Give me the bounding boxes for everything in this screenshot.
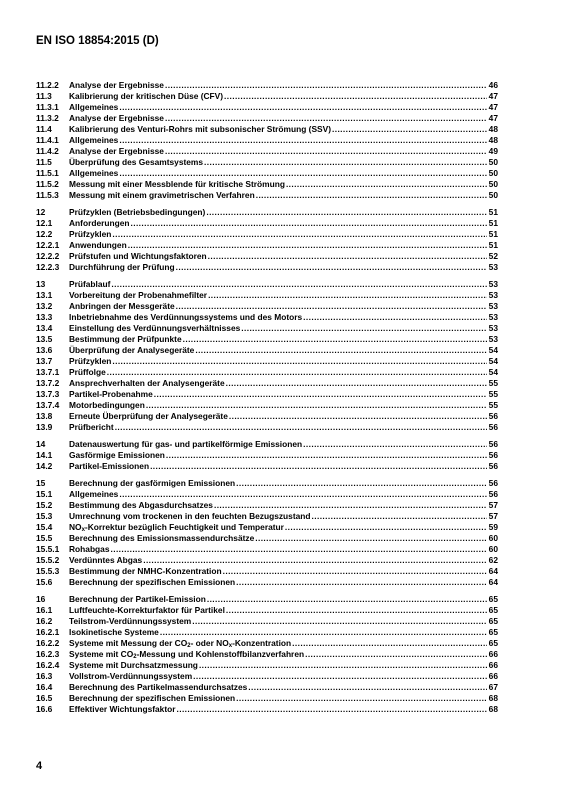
toc-entry[interactable] bbox=[36, 638, 498, 649]
toc-leader-dots bbox=[119, 489, 487, 500]
toc-entry-page: 56 bbox=[488, 411, 498, 421]
toc-entry-number: 16.2.4 bbox=[36, 660, 60, 670]
toc-entry-subscript: 2 bbox=[187, 643, 191, 649]
toc-entry[interactable] bbox=[36, 660, 498, 671]
toc-entry-page: 67 bbox=[488, 682, 498, 692]
toc-leader-dots bbox=[312, 511, 487, 522]
toc-entry[interactable] bbox=[36, 627, 498, 638]
toc-entry[interactable] bbox=[36, 461, 498, 472]
toc-entry-page: 50 bbox=[488, 179, 498, 189]
toc-leader-dots bbox=[332, 124, 487, 135]
toc-entry-number: 13 bbox=[36, 279, 46, 289]
toc-entry-number: 11.4.1 bbox=[36, 135, 59, 145]
toc-leader-dots bbox=[177, 704, 488, 715]
toc-entry[interactable] bbox=[36, 450, 498, 461]
toc-leader-dots bbox=[160, 627, 487, 638]
toc-entry-number: 13.7.3 bbox=[36, 389, 60, 399]
toc-entry-page: 54 bbox=[488, 367, 498, 377]
toc-entry-title: Prüfablauf bbox=[69, 279, 111, 289]
toc-entry[interactable] bbox=[36, 124, 498, 135]
toc-entry-page: 53 bbox=[488, 262, 498, 272]
toc-leader-dots bbox=[165, 113, 487, 124]
toc-entry[interactable] bbox=[36, 489, 498, 500]
toc-entry[interactable] bbox=[36, 411, 498, 422]
toc-entry-page: 53 bbox=[488, 323, 498, 333]
toc-entry[interactable] bbox=[36, 279, 498, 290]
toc-entry-title: Berechnung der spezifischen Emissionen bbox=[69, 693, 236, 703]
toc-entry-title-part: -Korrektur bezüglich Feuchtigkeit und Temperatur bbox=[84, 522, 284, 532]
toc-entry-title-part: Systeme mit CO bbox=[69, 649, 134, 659]
toc-entry-number: 15.2 bbox=[36, 500, 53, 510]
toc-leader-dots bbox=[128, 240, 487, 251]
toc-entry-page: 64 bbox=[488, 577, 498, 587]
toc-leader-dots bbox=[119, 135, 487, 146]
toc-entry-number: 13.1 bbox=[36, 290, 53, 300]
toc-entry-title: Messung mit einer Messblende für kritische Strömung bbox=[69, 179, 285, 189]
toc-entry-page: 50 bbox=[488, 168, 498, 178]
toc-entry-title: Erneute Überprüfung der Analysegeräte bbox=[69, 411, 228, 421]
toc-entry-title: Luftfeuchte-Korrekturfaktor für Partikel bbox=[69, 605, 225, 615]
table-of-contents bbox=[36, 80, 498, 715]
toc-entry-page: 60 bbox=[488, 533, 498, 543]
toc-entry-page: 55 bbox=[488, 378, 498, 388]
toc-entry-title: Analyse der Ergebnisse bbox=[69, 80, 164, 90]
toc-entry-number: 11.3 bbox=[36, 91, 52, 101]
toc-entry[interactable] bbox=[36, 262, 498, 273]
toc-leader-dots bbox=[192, 616, 487, 627]
toc-entry-number: 15.6 bbox=[36, 577, 53, 587]
toc-leader-dots bbox=[111, 544, 488, 555]
toc-entry[interactable] bbox=[36, 207, 498, 218]
toc-entry-number: 16.2.1 bbox=[36, 627, 60, 637]
toc-entry-page: 60 bbox=[488, 544, 498, 554]
toc-entry-number: 11.3.2 bbox=[36, 113, 59, 123]
toc-entry-page: 56 bbox=[488, 450, 498, 460]
toc-entry-number: 15.5.1 bbox=[36, 544, 60, 554]
toc-entry[interactable] bbox=[36, 533, 498, 544]
toc-entry-page: 55 bbox=[488, 389, 498, 399]
toc-entry[interactable] bbox=[36, 312, 498, 323]
toc-entry[interactable] bbox=[36, 323, 498, 334]
toc-entry-page: 56 bbox=[488, 439, 498, 449]
toc-entry-title-part: -Messung und Kohlenstoffbilanzverfahren bbox=[136, 649, 305, 659]
toc-entry-title: Kalibrierung des Venturi-Rohrs mit subsonischer Strömung (SSV) bbox=[69, 124, 331, 134]
toc-entry-title: Messung mit einem gravimetrischen Verfahren bbox=[69, 190, 255, 200]
toc-entry-page: 65 bbox=[488, 627, 498, 637]
toc-entry-number: 16.4 bbox=[36, 682, 53, 692]
toc-entry[interactable] bbox=[36, 334, 498, 345]
toc-entry-page: 54 bbox=[488, 345, 498, 355]
toc-entry-title: Umrechnung vom trockenen in den feuchten Bezugszustand bbox=[69, 511, 311, 521]
toc-entry-number: 11.3.1 bbox=[36, 102, 59, 112]
toc-entry[interactable] bbox=[36, 704, 498, 715]
toc-entry-number: 13.7 bbox=[36, 356, 53, 366]
toc-entry-page: 51 bbox=[488, 229, 498, 239]
toc-entry-page: 53 bbox=[488, 290, 498, 300]
toc-entry-title: Inbetriebnahme des Verdünnungssystems und des Motors bbox=[69, 312, 303, 322]
toc-leader-dots bbox=[303, 439, 487, 450]
toc-entry-page: 46 bbox=[488, 80, 498, 90]
toc-entry[interactable] bbox=[36, 102, 498, 113]
toc-entry-number: 13.4 bbox=[36, 323, 53, 333]
toc-entry-page: 66 bbox=[488, 671, 498, 681]
toc-entry-page: 56 bbox=[488, 461, 498, 471]
toc-leader-dots bbox=[130, 218, 487, 229]
toc-entry-page: 65 bbox=[488, 638, 498, 648]
toc-entry[interactable] bbox=[36, 146, 498, 157]
toc-leader-dots bbox=[195, 345, 487, 356]
toc-entry-page: 64 bbox=[488, 566, 498, 576]
toc-leader-dots bbox=[229, 411, 487, 422]
toc-entry-title: Berechnung des Partikelmassendurchsatzes bbox=[69, 682, 248, 692]
toc-entry-page: 57 bbox=[488, 500, 498, 510]
toc-entry-page: 52 bbox=[488, 251, 498, 261]
toc-entry[interactable] bbox=[36, 555, 498, 566]
toc-entry-title: Anwendungen bbox=[69, 240, 127, 250]
toc-entry-number: 15.4 bbox=[36, 522, 53, 532]
toc-entry-number: 16.3 bbox=[36, 671, 53, 681]
toc-entry-number: 16.2.3 bbox=[36, 649, 60, 659]
toc-entry-number: 16 bbox=[36, 594, 46, 604]
toc-entry-page: 66 bbox=[488, 660, 498, 670]
toc-entry-number: 14.2 bbox=[36, 461, 53, 471]
toc-entry-page: 68 bbox=[488, 693, 498, 703]
toc-entry-page: 53 bbox=[488, 301, 498, 311]
toc-leader-dots bbox=[112, 229, 487, 240]
toc-leader-dots bbox=[115, 422, 487, 433]
toc-entry-title: Allgemeines bbox=[69, 168, 119, 178]
toc-leader-dots bbox=[223, 566, 487, 577]
toc-entry-title: Überprüfung des Gesamtsystems bbox=[69, 157, 204, 167]
toc-entry-title: Analyse der Ergebnisse bbox=[69, 146, 164, 156]
toc-entry[interactable] bbox=[36, 356, 498, 367]
toc-entry[interactable] bbox=[36, 345, 498, 356]
toc-leader-dots bbox=[236, 478, 487, 489]
toc-entry[interactable] bbox=[36, 522, 498, 533]
toc-entry-title-part: Systeme mit Messung der CO bbox=[69, 638, 188, 648]
toc-entry-title: Isokinetische Systeme bbox=[69, 627, 159, 637]
toc-entry[interactable] bbox=[36, 682, 498, 693]
toc-entry-title: Prüfbericht bbox=[69, 422, 114, 432]
toc-entry-page: 59 bbox=[488, 522, 498, 532]
toc-entry-number: 11.5.2 bbox=[36, 179, 59, 189]
toc-entry-title: Anbringen der Messgeräte bbox=[69, 301, 175, 311]
toc-entry-page: 54 bbox=[488, 356, 498, 366]
toc-entry-page: 47 bbox=[488, 91, 498, 101]
toc-entry-title: Berechnung des Emissionsmassendurchsätze bbox=[69, 533, 255, 543]
toc-entry-number: 13.8 bbox=[36, 411, 53, 421]
toc-entry-subscript: x bbox=[81, 527, 85, 533]
toc-entry-page: 50 bbox=[488, 157, 498, 167]
toc-entry[interactable] bbox=[36, 157, 498, 168]
toc-entry[interactable] bbox=[36, 251, 498, 262]
toc-entry-title: Überprüfung der Analysegeräte bbox=[69, 345, 195, 355]
toc-entry[interactable] bbox=[36, 544, 498, 555]
toc-leader-dots bbox=[206, 207, 487, 218]
toc-entry-page: 56 bbox=[488, 478, 498, 488]
toc-leader-dots bbox=[143, 555, 487, 566]
toc-leader-dots bbox=[226, 378, 487, 389]
toc-entry[interactable] bbox=[36, 80, 498, 91]
toc-entry[interactable] bbox=[36, 605, 498, 616]
toc-entry-title: Berechnung der Partikel-Emission bbox=[69, 594, 206, 604]
toc-entry[interactable] bbox=[36, 439, 498, 450]
toc-leader-dots bbox=[112, 356, 487, 367]
toc-entry-page: 48 bbox=[488, 124, 498, 134]
toc-entry-title: Verdünntes Abgas bbox=[69, 555, 143, 565]
toc-entry-title: Datenauswertung für gas- und partikelförmige Emissionen bbox=[69, 439, 303, 449]
toc-leader-dots bbox=[119, 102, 487, 113]
toc-entry[interactable] bbox=[36, 218, 498, 229]
toc-entry-subscript: x bbox=[228, 643, 233, 649]
toc-entry-title: Ansprechverhalten der Analysengeräte bbox=[69, 378, 225, 388]
toc-entry-page: 68 bbox=[488, 704, 498, 714]
toc-entry-number: 12.1 bbox=[36, 218, 53, 228]
toc-leader-dots bbox=[255, 533, 487, 544]
toc-entry-title: Vorbereitung der Probenahmefilter bbox=[69, 290, 208, 300]
toc-leader-dots bbox=[165, 80, 487, 91]
toc-entry-number: 15 bbox=[36, 478, 46, 488]
toc-leader-dots bbox=[119, 168, 487, 179]
toc-entry-number: 11.4.2 bbox=[36, 146, 59, 156]
toc-entry[interactable] bbox=[36, 566, 498, 577]
toc-entry-number: 11.2.2 bbox=[36, 80, 59, 90]
toc-entry-page: 55 bbox=[488, 400, 498, 410]
toc-entry[interactable] bbox=[36, 422, 498, 433]
toc-entry-page: 47 bbox=[488, 102, 498, 112]
toc-entry[interactable] bbox=[36, 389, 498, 400]
toc-entry-number: 11.5 bbox=[36, 157, 52, 167]
page-number: 4 bbox=[36, 760, 43, 772]
toc-entry[interactable] bbox=[36, 616, 498, 627]
toc-leader-dots bbox=[176, 301, 487, 312]
toc-leader-dots bbox=[183, 334, 487, 345]
toc-entry-number: 13.7.4 bbox=[36, 400, 60, 410]
toc-entry-page: 65 bbox=[488, 605, 498, 615]
toc-entry-subscript: 2 bbox=[133, 654, 137, 660]
toc-entry-number: 11.5.3 bbox=[36, 190, 59, 200]
toc-entry-number: 12.2.3 bbox=[36, 262, 60, 272]
toc-entry[interactable] bbox=[36, 649, 498, 660]
toc-entry-title-part: NO bbox=[69, 522, 82, 532]
toc-entry-number: 15.5.2 bbox=[36, 555, 60, 565]
toc-entry-title: Allgemeines bbox=[69, 489, 119, 499]
toc-entry-title: Prüfzyklen (Betriebsbedingungen) bbox=[69, 207, 206, 217]
toc-entry[interactable] bbox=[36, 594, 498, 605]
toc-entry-page: 48 bbox=[488, 135, 498, 145]
toc-leader-dots bbox=[305, 649, 487, 660]
toc-entry[interactable] bbox=[36, 113, 498, 124]
toc-entry-title-part: - oder NO bbox=[190, 638, 229, 648]
toc-leader-dots bbox=[176, 262, 487, 273]
toc-entry-number: 14.1 bbox=[36, 450, 53, 460]
toc-entry-title: Vollstrom-Verdünnungssystem bbox=[69, 671, 193, 681]
toc-entry-page: 57 bbox=[488, 511, 498, 521]
toc-entry[interactable] bbox=[36, 478, 498, 489]
toc-entry-title: Durchführung der Prüfung bbox=[69, 262, 175, 272]
toc-entry[interactable] bbox=[36, 511, 498, 522]
toc-entry-title: Allgemeines bbox=[69, 102, 119, 112]
toc-entry[interactable] bbox=[36, 179, 498, 190]
toc-leader-dots bbox=[208, 251, 487, 262]
toc-leader-dots bbox=[107, 367, 487, 378]
toc-entry-number: 15.3 bbox=[36, 511, 53, 521]
toc-entry-number: 13.9 bbox=[36, 422, 53, 432]
toc-entry-title: Effektiver Wichtungsfaktor bbox=[69, 704, 176, 714]
toc-entry-page: 51 bbox=[488, 240, 498, 250]
toc-entry[interactable] bbox=[36, 91, 498, 102]
toc-leader-dots bbox=[207, 594, 487, 605]
toc-leader-dots bbox=[285, 522, 487, 533]
toc-entry-number: 15.5.3 bbox=[36, 566, 60, 576]
toc-entry-number: 15.1 bbox=[36, 489, 53, 499]
toc-entry-number: 11.5.1 bbox=[36, 168, 59, 178]
toc-entry-title: Allgemeines bbox=[69, 135, 119, 145]
toc-entry-page: 51 bbox=[488, 218, 498, 228]
toc-leader-dots bbox=[248, 682, 487, 693]
toc-leader-dots bbox=[146, 400, 487, 411]
toc-entry-number: 11.4 bbox=[36, 124, 52, 134]
toc-entry-page: 50 bbox=[488, 190, 498, 200]
toc-entry-number: 12.2 bbox=[36, 229, 53, 239]
toc-entry-title bbox=[69, 522, 284, 533]
toc-entry-title: Partikel-Emissionen bbox=[69, 461, 150, 471]
toc-entry-page: 66 bbox=[488, 649, 498, 659]
toc-leader-dots bbox=[214, 500, 487, 511]
toc-entry[interactable] bbox=[36, 168, 498, 179]
toc-entry-title: Systeme mit Durchsatzmessung bbox=[69, 660, 198, 670]
toc-entry-page: 62 bbox=[488, 555, 498, 565]
toc-entry-number: 16.6 bbox=[36, 704, 53, 714]
toc-entry-number: 13.7.1 bbox=[36, 367, 60, 377]
toc-entry-number: 13.5 bbox=[36, 334, 53, 344]
toc-entry-title: Kalibrierung der kritischen Düse (CFV) bbox=[69, 91, 224, 101]
toc-leader-dots bbox=[150, 461, 487, 472]
toc-leader-dots bbox=[256, 190, 487, 201]
toc-entry-title: Prüfzyklen bbox=[69, 356, 112, 366]
toc-entry-title: Teilstrom-Verdünnungssystem bbox=[69, 616, 192, 626]
toc-entry[interactable] bbox=[36, 290, 498, 301]
document-header: EN ISO 18854:2015 (D) bbox=[36, 35, 159, 47]
toc-entry-number: 16.5 bbox=[36, 693, 53, 703]
toc-entry-title: Prüffolge bbox=[69, 367, 106, 377]
toc-entry-title: Partikel-Probenahme bbox=[69, 389, 153, 399]
toc-leader-dots bbox=[204, 157, 487, 168]
toc-entry-number: 12 bbox=[36, 207, 46, 217]
toc-entry-title: Motorbedingungen bbox=[69, 400, 145, 410]
toc-leader-dots bbox=[303, 312, 487, 323]
toc-leader-dots bbox=[208, 290, 487, 301]
toc-entry-title: Rohabgas bbox=[69, 544, 110, 554]
toc-leader-dots bbox=[292, 638, 487, 649]
toc-leader-dots bbox=[236, 577, 487, 588]
toc-entry-title: Bestimmung der NMHC-Konzentration bbox=[69, 566, 222, 576]
toc-entry-number: 13.2 bbox=[36, 301, 53, 311]
toc-leader-dots bbox=[236, 693, 487, 704]
toc-entry-title: Prüfzyklen bbox=[69, 229, 112, 239]
toc-leader-dots bbox=[241, 323, 487, 334]
toc-entry-number: 13.6 bbox=[36, 345, 53, 355]
toc-entry-page: 56 bbox=[488, 422, 498, 432]
toc-entry-title: Bestimmung der Prüfpunkte bbox=[69, 334, 182, 344]
toc-entry-page: 65 bbox=[488, 594, 498, 604]
toc-entry[interactable] bbox=[36, 500, 498, 511]
toc-entry-page: 49 bbox=[488, 146, 498, 156]
toc-leader-dots bbox=[199, 660, 487, 671]
toc-entry[interactable] bbox=[36, 577, 498, 588]
toc-entry-title-part: -Konzentration bbox=[232, 638, 292, 648]
toc-entry[interactable] bbox=[36, 378, 498, 389]
toc-entry-number: 13.7.2 bbox=[36, 378, 60, 388]
toc-entry[interactable] bbox=[36, 229, 498, 240]
toc-entry-title: Anforderungen bbox=[69, 218, 130, 228]
toc-leader-dots bbox=[226, 605, 487, 616]
toc-leader-dots bbox=[286, 179, 487, 190]
toc-entry[interactable] bbox=[36, 240, 498, 251]
toc-entry-title: Berechnung der gasförmigen Emissionen bbox=[69, 478, 236, 488]
toc-entry-page: 47 bbox=[488, 113, 498, 123]
toc-entry-page: 53 bbox=[488, 334, 498, 344]
toc-entry-page: 65 bbox=[488, 616, 498, 626]
toc-entry[interactable] bbox=[36, 671, 498, 682]
toc-leader-dots bbox=[111, 279, 487, 290]
toc-entry[interactable] bbox=[36, 367, 498, 378]
toc-entry-number: 15.5 bbox=[36, 533, 53, 543]
toc-entry[interactable] bbox=[36, 693, 498, 704]
toc-entry[interactable] bbox=[36, 190, 498, 201]
toc-leader-dots bbox=[224, 91, 487, 102]
toc-entry-title bbox=[69, 638, 291, 649]
toc-entry-title bbox=[69, 649, 304, 660]
toc-entry-title: Prüfstufen und Wichtungsfaktoren bbox=[69, 251, 207, 261]
toc-leader-dots bbox=[193, 671, 487, 682]
toc-entry-title: Analyse der Ergebnisse bbox=[69, 113, 164, 123]
toc-entry-title: Einstellung des Verdünnungsverhältnisses bbox=[69, 323, 241, 333]
toc-entry-page: 51 bbox=[488, 207, 498, 217]
toc-entry-page: 53 bbox=[488, 279, 498, 289]
toc-entry-number: 13.3 bbox=[36, 312, 53, 322]
toc-entry-number: 16.1 bbox=[36, 605, 53, 615]
toc-leader-dots bbox=[166, 450, 487, 461]
toc-entry-page: 56 bbox=[488, 489, 498, 499]
toc-entry[interactable] bbox=[36, 135, 498, 146]
toc-entry-number: 16.2 bbox=[36, 616, 53, 626]
toc-entry-number: 14 bbox=[36, 439, 46, 449]
toc-entry-page: 53 bbox=[488, 312, 498, 322]
toc-entry-title: Gasförmige Emissionen bbox=[69, 450, 165, 460]
toc-entry-title: Berechnung der spezifischen Emissionen bbox=[69, 577, 236, 587]
toc-leader-dots bbox=[165, 146, 487, 157]
toc-leader-dots bbox=[154, 389, 487, 400]
toc-entry[interactable] bbox=[36, 400, 498, 411]
toc-entry-number: 16.2.2 bbox=[36, 638, 60, 648]
toc-entry-title: Bestimmung des Abgasdurchsatzes bbox=[69, 500, 213, 510]
toc-entry-number: 12.2.2 bbox=[36, 251, 60, 261]
toc-entry[interactable] bbox=[36, 301, 498, 312]
toc-entry-number: 12.2.1 bbox=[36, 240, 60, 250]
